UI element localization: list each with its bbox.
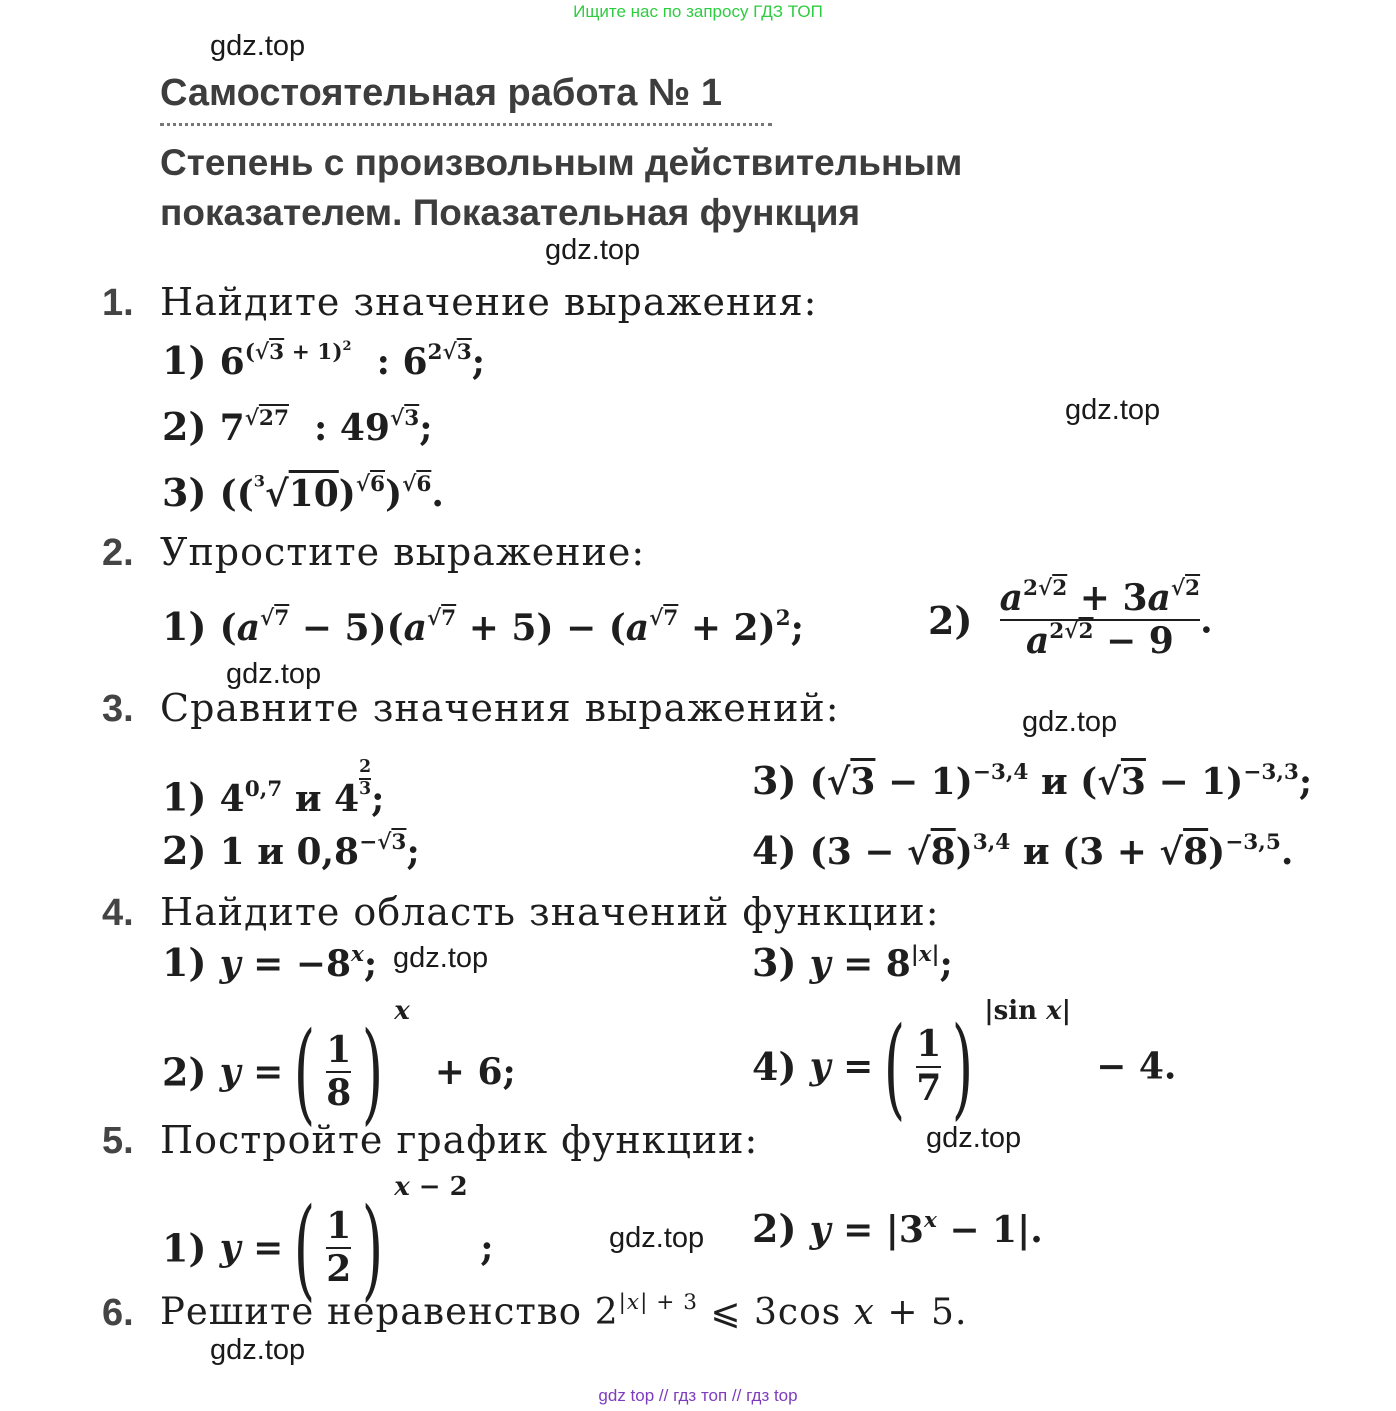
task-text: Найдите значение выражения: (160, 280, 818, 324)
task-text: Решите неравенство $2^{|x| + 3}$ ⩽ 3cos x + 5. (160, 1289, 968, 1333)
task-item: 4) y =( $\frac{1}{7}$ ) $^{|sin x|}$ − 4. (752, 996, 1177, 1131)
item-label: 4) (752, 828, 797, 873)
item-label: 2) (928, 597, 973, 643)
task-item: 2) 1 и $0,8^{-√3}$; (162, 828, 420, 873)
item-label: 2) (162, 828, 207, 873)
item-label: 1) (162, 774, 207, 820)
item-label: 3) (752, 758, 797, 803)
item-label: 1) (162, 1225, 207, 1271)
task-text: Постройте график функции: (160, 1118, 759, 1162)
task-number: 3. (102, 688, 134, 730)
task-item: 3) $(√3 - 1)^{-3,4}$ и $(√3 - 1)^{-3,3}$; (752, 758, 1313, 803)
page-subtitle (160, 138, 962, 238)
task-item: 2) $\frac{a^{2√2} + 3a^{√2}}{a^{2√2} - 9}$ . (928, 575, 1213, 663)
task-item: 3) $y = 8^{|x|}$; (752, 940, 953, 985)
page-title: Самостоятельная работа № 1 (160, 72, 722, 114)
task-text: Сравните значения выражений: (160, 686, 840, 730)
watermark: gdz.top (926, 1122, 1022, 1154)
task-number: 2. (102, 532, 134, 574)
watermark: gdz.top (1022, 706, 1118, 738)
task-number: 4. (102, 892, 134, 934)
item-label: 2) (162, 404, 207, 449)
watermark: gdz.top (393, 942, 489, 974)
task-item: 1) 4$^{0,7}$ и 4 $^{\frac{2}{3}}$ ; (162, 757, 385, 820)
watermark: gdz.top (609, 1222, 705, 1254)
task-number: 6. (102, 1292, 134, 1334)
item-label: 3) (752, 940, 797, 985)
task-text: Найдите область значений функции: (160, 890, 940, 934)
item-label: 3) (162, 470, 207, 515)
watermark: gdz.top (545, 234, 641, 266)
item-label: 2) (162, 1049, 207, 1095)
watermark: gdz.top (1065, 394, 1161, 426)
task-item: 1) $y = -8^x$; (162, 940, 378, 985)
title-divider (160, 123, 772, 126)
task-item: 2) $y = |3^x - 1|$. (752, 1206, 1043, 1251)
watermark: gdz.top (210, 1334, 306, 1366)
task-item: 1) $6^{(√3 + 1)^2}$ : $6^{2√3}$; (162, 338, 486, 383)
task-item: 1) y =( $\frac{1}{2}$ ) $^{x - 2}$ ; (162, 1172, 494, 1312)
subtitle-line: показателем. Показательная функция (160, 192, 861, 233)
item-label: 2) (752, 1206, 797, 1251)
watermark: gdz.top (226, 658, 322, 690)
item-label: 1) (162, 604, 207, 649)
task-item: 4) $(3 - √8)^{3,4}$ и $(3 + √8)^{-3,5}$. (752, 828, 1294, 873)
watermark: gdz.top (210, 30, 306, 62)
task-item: 2) y =( $\frac{1}{8}$ ) $^x$ + 6; (162, 996, 516, 1136)
task-item: 1) $(a^{√7} - 5)(a^{√7} + 5) - (a^{√7} + 2)^2$; (162, 604, 804, 649)
task-text: Упростите выражение: (160, 530, 646, 574)
subtitle-line: Степень с произвольным действительным (160, 142, 963, 183)
bottom-banner: gdz top // гдз топ // гдз top (598, 1386, 798, 1405)
item-label: 1) (162, 338, 207, 383)
item-label: 4) (752, 1044, 797, 1090)
task-number: 5. (102, 1120, 134, 1162)
task-item: 3) $((^3√10)^{√6})^{√6}$. (162, 470, 444, 515)
task-number: 1. (102, 282, 134, 324)
task-item: 2) $7^{√27}$ : $49^{√3}$; (162, 404, 433, 449)
top-banner: Ищите нас по запросу ГДЗ ТОП (573, 2, 823, 21)
item-label: 1) (162, 940, 207, 985)
